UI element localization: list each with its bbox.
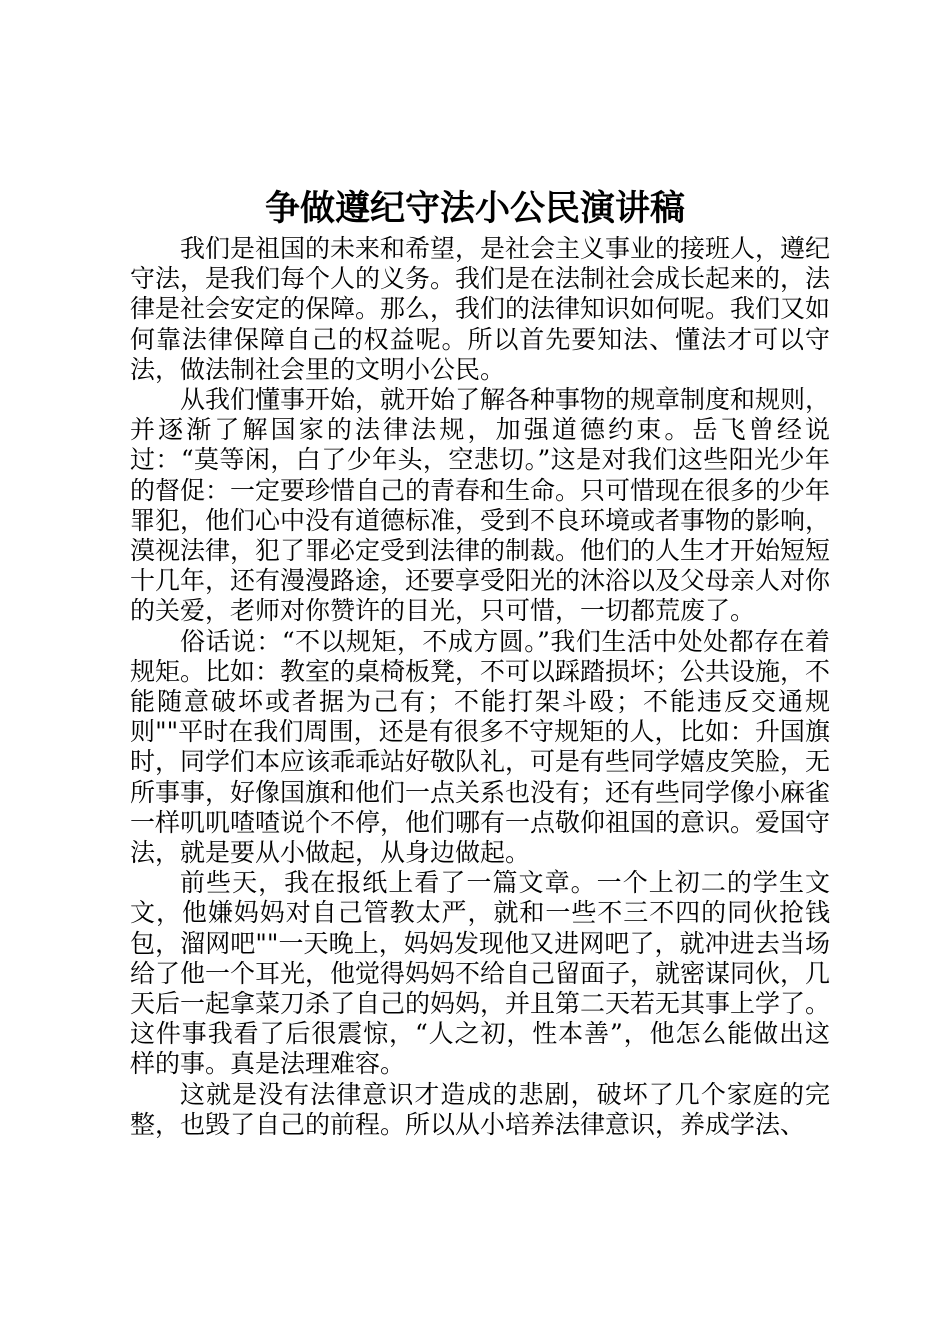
paragraph: 这就是没有法律意识才造成的悲剧，破坏了几个家庭的完整，也毁了自己的前程。所以从小培养法律意识，养成学法、	[130, 1079, 830, 1139]
paragraph: 前些天，我在报纸上看了一篇文章。一个上初二的学生文文，他嫌妈妈对自己管教太严，就和一些不三不四的同伙抢钱包，溜网吧""一天晚上，妈妈发现他又进网吧了，就冲进去当场给了他一个耳光，他觉得妈妈不给自己留面子，就密谋同伙，几天后一起拿菜刀杀了自己的妈妈，并且第二天若无其事上学了。这件事我看了后很震惊，“人之初，性本善”，他怎么能做出这样的事。真是法理难容。	[130, 868, 831, 1079]
paragraph: 我们是祖国的未来和希望，是社会主义事业的接班人，遵纪守法，是我们每个人的义务。我们是在法制社会成长起来的，法律是社会安定的保障。那么，我们的法律知识如何呢。我们又如何靠法律保障自己的权益呢。所以首先要知法、懂法才可以守法，做法制社会里的文明小公民。	[130, 234, 831, 384]
paragraph: 从我们懂事开始，就开始了解各种事物的规章制度和规则，并逐渐了解国家的法律法规，加强道德约束。岳飞曾经说过：“莫等闲，白了少年头，空悲切。”这是对我们这些阳光少年的督促：一定要珍惜自己的青春和生命。只可惜现在很多的少年罪犯，他们心中没有道德标准，受到不良环境或者事物的影响，漠视法律，犯了罪必定受到法律的制裁。他们的人生才开始短短十几年，还有漫漫路途，还要享受阳光的沐浴以及父母亲人对你的关爱，老师对你赞许的目光，只可惜，一切都荒废了。	[130, 385, 831, 626]
document-title: 争做遵纪守法小公民演讲稿	[264, 188, 685, 229]
document-body	[130, 234, 830, 1140]
paragraph: 俗话说：“不以规矩，不成方圆。”我们生活中处处都存在着规矩。比如：教室的桌椅板凳，不可以踩踏损坏；公共设施，不能随意破坏或者据为己有；不能打架斗殴；不能违反交通规则""平时在我们周围，还是有很多不守规矩的人，比如：升国旗时，同学们本应该乖乖站好敬队礼，可是有些同学嬉皮笑脸，无所事事，好像国旗和他们一点关系也没有；还有些同学像小麻雀一样叽叽喳喳说个不停，他们哪有一点敬仰祖国的意识。爱国守法，就是要从小做起，从身边做起。	[130, 626, 831, 868]
